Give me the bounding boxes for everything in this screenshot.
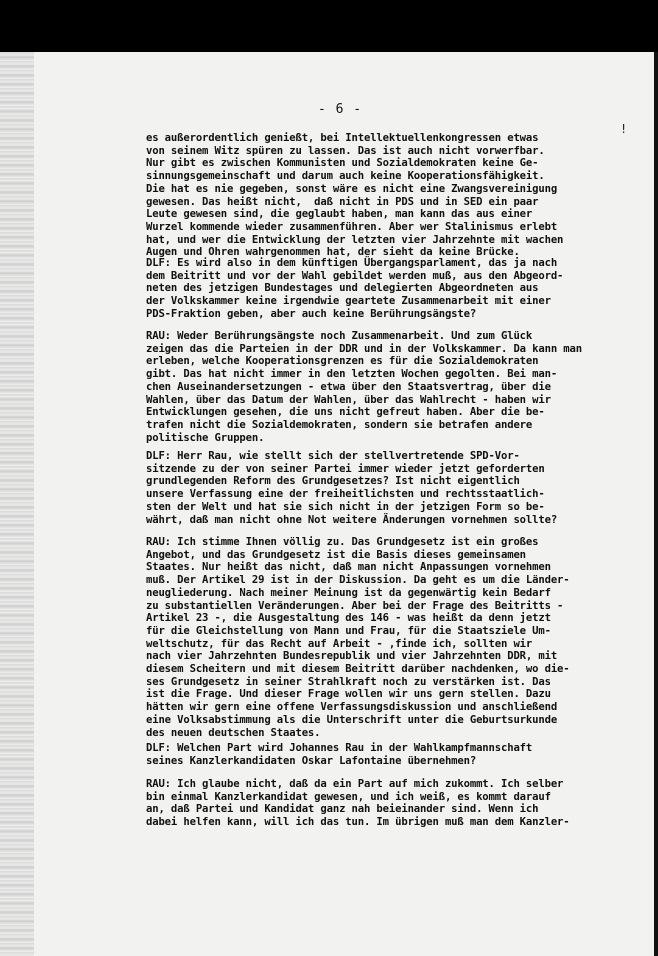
margin-mark: ! (620, 122, 628, 136)
paragraph-dlf-question-grundgesetz: DLF: Herr Rau, wie stellt sich der stellvertretende SPD-Vor- sitzende zu der von seiner Partei immer wieder jetzt geforderten grundlegenden Reform des Grundgesetzes? Ist nicht eigentlich unsere Verfassung eine der freiheitlichsten und rechtsstaatlich- sten der Welt und hat sie sich nicht in der jetzigen Form so be- währt, daß man nicht ohne Not weitere Änderungen vornehmen sollte? (146, 450, 558, 526)
paragraph-rau-answer-grundgesetz: RAU: Ich stimme Ihnen völlig zu. Das Grundgesetz ist ein großes Angebot, und das Grundgesetz ist die Basis dieses gemeinsamen Staates. Nur heißt das nicht, daß man nicht Anpassungen vornehmen muß. Der Artikel 29 ist in der Diskussion. Da geht es um die Länder- neugliederung. Nach meiner Meinung ist da gegenwärtig kein Bedarf zu substantiellen Veränderungen. Aber bei der Frage des Beitritts - Artikel 23 -, die Ausgestaltung des 146 - was heißt da denn jetzt für die Gleichstellung von Mann und Frau, für die Staatsziele Um- weltschutz, für das Recht auf Arbeit - ,finde ich, sollten wir nach vier Jahrzehnten Bundesrepublik und vier Jahrzehnten DDR, mit diesem Scheitern und mit diesem Beitritt darüber nachdenken, wo die- ses Grundgesetz in seiner Strahlkraft noch zu verstärken ist. Das ist die Frage. Und dieser Frage wollen wir uns gern stellen. Dazu hätten wir gern eine offene Verfassungsdiskussion und anschließend eine Volksabstimmung als die Unterschrift unter die Geburtsurkunde des neuen deutschen Staates. (146, 536, 570, 739)
document-page (0, 52, 658, 956)
scan-left-edge (0, 52, 34, 956)
paragraph-dlf-question-wahlkampf: DLF: Welchen Part wird Johannes Rau in der Wahlkampfmannschaft seines Kanzlerkandidaten Oskar Lafontaine übernehmen? (146, 742, 533, 767)
paragraph-rau-continuation: es außerordentlich genießt, bei Intellektuellenkongressen etwas von seinem Witz spüren zu lassen. Das ist auch nicht vorwerfbar. Nur gibt es zwischen Kommunisten und Sozialdemokraten keine Ge- sinnungsgemeinschaft und darum auch keine Kooperationsfähigkeit. Die hat es nie gegeben, sonst wäre es nicht eine Zwangsvereinigung gewesen. Das heißt nicht, daß nicht in PDS und in SED ein paar Leute gewesen sind, die geglaubt haben, man kann das aus einer Wurzel kommende wieder zusammenführen. Aber wer Stalinismus erlebt hat, und wer die Entwicklung der letzten vier Jahrzehnte mit wachen Augen und Ohren wahrgenommen hat, der sieht da keine Brücke. (146, 132, 564, 259)
paragraph-rau-answer-kanzlerkandidat: RAU: Ich glaube nicht, daß da ein Part auf mich zukommt. Ich selber bin einmal Kanzlerkandidat gewesen, und ich weiß, es kommt darauf an, daß Partei und Kandidat ganz nah beieinander sind. Wenn ich dabei helfen kann, will ich das tun. Im übrigen muß man dem Kanzler- (146, 778, 570, 829)
page-number: - 6 - (318, 102, 363, 117)
paragraph-rau-answer-beruehrungsaengste: RAU: Weder Berührungsängste noch Zusammenarbeit. Und zum Glück zeigen das die Parteien in der DDR und in der Volkskammer. Da kann man erleben, welche Kooperationsgrenzen es für die Sozialdemokraten gibt. Das hat nicht immer in den letzten Wochen gegolten. Bei man- chen Auseinandersetzungen - etwa über den Staatsvertrag, über die Wahlen, über das Datum der Wahlen, über das Wahlrecht - haben wir Entwicklungen gesehen, die uns nicht gefreut haben. Aber die be- trafen nicht die Sozialdemokraten, sondern sie betrafen andere politische Gruppen. (146, 330, 582, 444)
paragraph-dlf-question-uebergangsparlament: DLF: Es wird also in dem künftigen Übergangsparlament, das ja nach dem Beitritt und vor der Wahl gebildet werden muß, aus den Abgeord- neten des jetzigen Bundestages und delegierten Abgeordneten aus der Volkskammer keine irgendwie geartete Zusammenarbeit mit einer PDS-Fraktion geben, aber auch keine Berührungsängste? (146, 257, 564, 320)
scan-right-edge (654, 52, 658, 956)
